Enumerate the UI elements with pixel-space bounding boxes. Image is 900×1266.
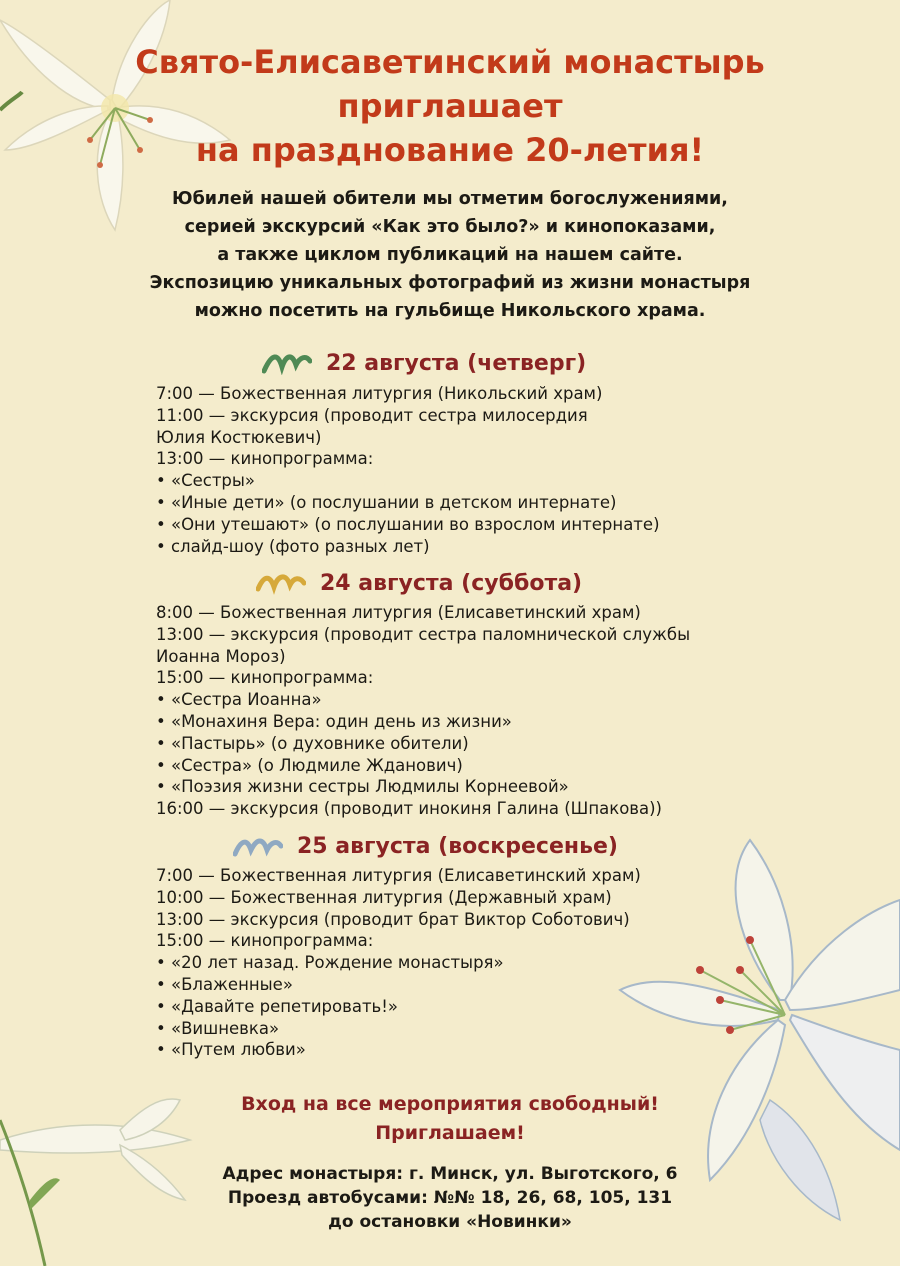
schedule-item: 7:00 — Божественная литургия (Никольский храм) — [156, 384, 603, 403]
schedule-item: 16:00 — экскурсия (проводит инокиня Галина (Шпакова)) — [156, 799, 662, 819]
schedule-item: 15:00 — кинопрограмма: — [156, 668, 374, 688]
invite-line: Приглашаем! — [375, 1122, 525, 1144]
day-title-text: 24 августа (суббота) — [320, 571, 583, 596]
schedule-item: 7:00 — Божественная литургия (Елисаветинский храм) — [156, 866, 641, 885]
schedule-item: 13:00 — экскурсия (проводит сестра паломнической службы — [156, 624, 691, 644]
schedule-item: Иоанна Мороз) — [156, 646, 286, 666]
intro-line: можно посетить на гульбище Никольского храма. — [194, 301, 706, 321]
schedule-item: • «Они утешают» (о послушании во взрослом интернате) — [156, 514, 660, 534]
schedule-item: 8:00 — Божественная литургия (Елисаветинский храм) — [156, 603, 641, 622]
address-line: Адрес монастыря: г. Минск, ул. Выготского, 6 — [222, 1164, 678, 1184]
schedule-item: 15:00 — кинопрограмма: — [156, 931, 374, 951]
address-block — [0, 1162, 900, 1234]
title-line-1: Свято-Елисаветинский монастырь — [135, 43, 765, 81]
schedule-item: 11:00 — экскурсия (проводит сестра милосердия — [156, 405, 588, 425]
intro-paragraph — [0, 185, 900, 325]
schedule-item: • «20 лет назад. Рождение монастыря» — [156, 953, 504, 973]
day-title-text: 25 августа (воскресенье) — [297, 834, 618, 859]
intro-line: Экспозицию уникальных фотографий из жизни монастыря — [149, 273, 751, 293]
schedule-item: • «Иные дети» (о послушании в детском интернате) — [156, 492, 617, 512]
intro-line: а также циклом публикаций на нашем сайте. — [217, 245, 683, 265]
stop-line: до остановки «Новинки» — [328, 1212, 572, 1232]
schedule-item: 10:00 — Божественная литургия (Державный храм) — [156, 887, 612, 907]
day-title-text: 22 августа (четверг) — [326, 351, 587, 376]
schedule-item: • «Путем любви» — [156, 1040, 306, 1060]
schedule-item: • «Давайте репетировать!» — [156, 996, 398, 1016]
title-line-3: на празднование 20-летия! — [195, 131, 705, 169]
intro-line: серией экскурсий «Как это было?» и кинопоказами, — [184, 217, 716, 237]
schedule-item: • «Монахиня Вера: один день из жизни» — [156, 711, 512, 731]
schedule-22-august — [156, 383, 856, 557]
schedule-item: • «Сестра» (о Людмиле Жданович) — [156, 755, 463, 775]
schedule-item: • «Поэзия жизни сестры Людмилы Корнеевой» — [156, 777, 569, 797]
schedule-item: • «Пастырь» (о духовнике обители) — [156, 733, 469, 753]
schedule-item: • слайд-шоу (фото разных лет) — [156, 536, 430, 556]
day-title-25-august — [233, 832, 618, 862]
green-brush-stroke-icon — [262, 349, 312, 375]
schedule-item: • «Сестры» — [156, 471, 256, 491]
day-title-24-august — [256, 569, 582, 599]
page-title — [0, 40, 900, 172]
free-entry-notice — [0, 1090, 900, 1148]
schedule-25-august — [156, 865, 856, 1061]
schedule-item: 13:00 — кинопрограмма: — [156, 449, 374, 469]
schedule-item: • «Вишневка» — [156, 1018, 280, 1038]
schedule-24-august — [156, 602, 856, 820]
schedule-item: • «Блаженные» — [156, 974, 293, 994]
schedule-item: 13:00 — экскурсия (проводит брат Виктор Соботович) — [156, 909, 630, 929]
schedule-item: • «Сестра Иоанна» — [156, 690, 322, 710]
gold-brush-stroke-icon — [256, 569, 306, 595]
day-title-22-august — [262, 349, 586, 379]
bus-line: Проезд автобусами: №№ 18, 26, 68, 105, 131 — [227, 1188, 673, 1208]
title-line-2: приглашает — [337, 87, 563, 125]
schedule-item: Юлия Костюкевич) — [156, 427, 322, 447]
blue-brush-stroke-icon — [233, 832, 283, 858]
invite-line: Вход на все мероприятия свободный! — [241, 1093, 659, 1115]
intro-line: Юбилей нашей обители мы отметим богослужениями, — [172, 189, 728, 209]
